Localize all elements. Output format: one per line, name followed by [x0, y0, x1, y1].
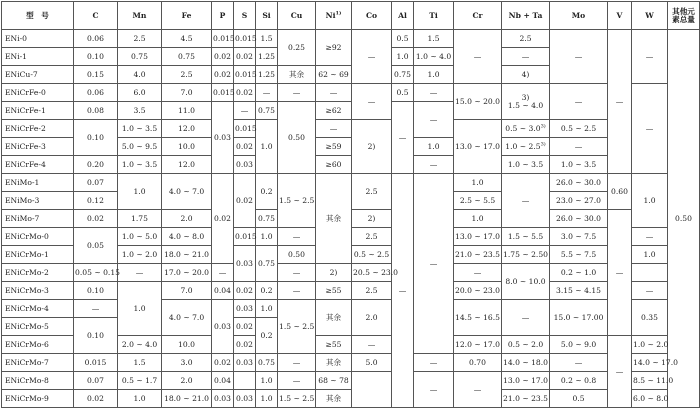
co-cell: — [352, 336, 392, 354]
cr-cell: 14.5 ~ 16.5 [454, 300, 502, 336]
mo-cell: — [550, 30, 608, 84]
s-cell: 0.03 [234, 390, 256, 408]
c-cell: 0.07 [74, 174, 118, 192]
model-cell: ENiCrFe-3 [2, 138, 74, 156]
model-cell: ENiCrMo-5 [2, 318, 74, 336]
fe-cell: 10.0 [162, 336, 212, 354]
si-cell: 0.75 [256, 354, 278, 372]
p-cell: 0.03 [212, 102, 234, 174]
fe-cell: 4.0 ~ 7.0 [162, 174, 212, 210]
table-row [2, 300, 700, 318]
co-cell: 2.5 [352, 228, 392, 246]
mn-cell: 1.0 ~ 2.0 [118, 246, 162, 264]
si-cell: — [256, 84, 278, 102]
ti-cell: 1.0 [414, 66, 454, 84]
co-cell: 2) [316, 264, 352, 282]
si-cell: 1.25 [256, 66, 278, 84]
w-cell: — [632, 84, 668, 174]
nbta-cell: 1.5 ~ 5.5 [502, 228, 550, 246]
header-row [2, 2, 700, 30]
model-cell: ENiCrMo-3 [2, 282, 74, 300]
fe-cell: 2.5 [162, 66, 212, 84]
ni-cell: — [278, 264, 316, 282]
fe-cell: 0.75 [162, 48, 212, 66]
model-cell: ENiCrMo-1 [2, 246, 74, 264]
mo-cell: 8.5 ~ 11.0 [632, 372, 668, 390]
s-cell: 0.03 [234, 300, 256, 318]
table-row [2, 372, 700, 390]
nbta-cell: — [502, 48, 550, 66]
mo-cell: 3.0 ~ 7.5 [550, 228, 608, 246]
fe-cell: 17.0 ~ 20.0 [162, 264, 212, 282]
si-cell: 0.2 [256, 174, 278, 210]
ni-cell: ≥55 [316, 336, 352, 354]
ti-cell: — [454, 372, 502, 408]
table-row [2, 30, 700, 48]
al-cell: 0.5 [392, 84, 414, 102]
si-cell: 1.0 [256, 390, 278, 408]
header-c: C [74, 2, 118, 30]
c-cell: 0.15 [74, 66, 118, 84]
fe-cell: 4.5 [162, 30, 212, 48]
s-cell: — [234, 102, 256, 120]
mn-cell: 1.0 ~ 5.0 [118, 228, 162, 246]
al-cell: — [392, 174, 414, 408]
ni-cell: ≥62 [316, 102, 352, 120]
ni-cell: ≥55 [316, 282, 352, 300]
ti-cell: — [414, 102, 454, 138]
nbta-cell: 1.0 ~ 3.5 [502, 156, 550, 174]
v-cell: — [608, 210, 632, 336]
p-cell: 0.02 [212, 66, 234, 84]
cu-cell: 0.50 [278, 246, 316, 264]
mo-cell: — [550, 84, 608, 120]
p-cell: 0.04 [212, 282, 234, 300]
mn-cell: 0.75 [118, 48, 162, 66]
ni-cell: 其余 [316, 174, 352, 264]
c-cell: 0.02 [74, 390, 118, 408]
nbta-cell: 1.75 ~ 2.50 [502, 246, 550, 264]
c-cell: 0.20 [74, 156, 118, 174]
ti-cell: 1.0 ~ 4.0 [414, 48, 454, 66]
s-cell: 0.02 [234, 174, 256, 228]
c-cell: 0.08 [74, 102, 118, 120]
ti-cell: — [414, 84, 454, 102]
header-other-line1: 其他元 [672, 6, 695, 16]
fe-cell: 12.0 [162, 156, 212, 174]
nbta-footnote: 3) [540, 141, 546, 148]
model-cell: ENi-0 [2, 30, 74, 48]
mn-cell: 1.0 ~ 3.5 [118, 156, 162, 174]
cr-cell: 20.5 ~ 23.0 [352, 264, 392, 282]
header-mn: Mn [118, 2, 162, 30]
co-cell: 0.5 ~ 2.5 [352, 246, 392, 264]
p-cell: 0.03 [212, 300, 234, 354]
al-cell: — [414, 372, 454, 408]
v-cell: — [608, 336, 632, 408]
mn-cell: 4.0 [118, 66, 162, 84]
si-cell: 1.0 [256, 120, 278, 174]
table-row [2, 354, 700, 372]
header-v: V [608, 2, 632, 30]
fe-cell: 2.0 [162, 210, 212, 228]
w-cell: 1.0 ~ 2.0 [632, 336, 668, 354]
mn-cell: 1.0 [118, 390, 162, 408]
table-row [2, 282, 700, 300]
mn-cell: 1.5 [118, 354, 162, 372]
co-cell: 5.0 [352, 354, 392, 372]
model-cell: ENiCrFe-1 [2, 102, 74, 120]
mo-cell: 0.5 ~ 2.5 [550, 120, 608, 138]
nbta-value: 1.5 ~ 4.0 [507, 100, 544, 110]
v-cell: 0.35 [632, 300, 668, 336]
ni-cell: 其余 [316, 354, 352, 372]
al-cell: 0.5 [392, 30, 414, 48]
header-mo: Mo [550, 2, 608, 30]
cu-cell: — [278, 354, 316, 372]
al-cell: 0.75 [392, 66, 414, 84]
model-cell: ENi-1 [2, 48, 74, 66]
cu-cell: 0.50 [278, 102, 316, 174]
header-other-line2: 素总量 [672, 14, 695, 24]
mn-cell: 1.75 [118, 210, 162, 228]
header-s: S [234, 2, 256, 30]
nbta-cell: — [502, 300, 550, 336]
si-cell: 1.25 [256, 48, 278, 66]
mo-cell: 14.0 ~ 17.0 [632, 354, 668, 372]
header-ni-footnote: 1) [335, 10, 342, 17]
c-cell: 0.12 [74, 192, 118, 210]
fe-cell: 2.0 [162, 372, 212, 390]
mo-cell: 15.0 ~ 17.00 [550, 300, 608, 336]
cu-cell: 1.5 ~ 2.5 [278, 174, 316, 228]
mo-cell: 26.0 ~ 30.0 [550, 174, 608, 192]
co-cell: 2.0 [352, 300, 392, 336]
s-cell: 0.02 [234, 318, 256, 336]
cr-cell: 1.0 [454, 210, 502, 228]
si-cell: 1.5 [256, 30, 278, 48]
mo-cell: 26.0 ~ 30.0 [550, 210, 608, 228]
model-cell: ENiMo-7 [2, 210, 74, 228]
model-cell: ENiCrMo-0 [2, 228, 74, 246]
mo-cell: 5.5 ~ 7.5 [550, 246, 608, 264]
header-other [668, 2, 700, 30]
model-cell: ENiCrMo-2 [2, 264, 74, 282]
ni-cell: ≥92 [316, 30, 352, 66]
al-cell: — [414, 354, 454, 372]
nbta-cell: 3.15 ~ 4.15 [550, 282, 608, 300]
s-cell: 0.015 [234, 120, 256, 138]
v-cell: — [608, 30, 632, 174]
nbta-cell: 0.5 ~ 2.0 [502, 336, 550, 354]
cu-cell: 1.5 ~ 2.5 [278, 300, 316, 354]
nbta-footnote: 3) [540, 123, 546, 130]
s-cell: 0.03 [234, 246, 256, 282]
cr-cell: 20.0 ~ 23.0 [454, 282, 502, 300]
header-cu: Cu [278, 2, 316, 30]
c-cell: 0.06 [74, 30, 118, 48]
model-cell: ENiCrMo-8 [2, 372, 74, 390]
mn-cell: 1.0 [118, 174, 162, 210]
fe-cell: 4.0 ~ 7.0 [162, 300, 212, 336]
model-cell: ENiCrMo-9 [2, 390, 74, 408]
w-cell: 1.0 [632, 246, 668, 264]
header-cr: Cr [454, 2, 502, 30]
si-cell: 1.0 [256, 228, 278, 246]
cr-cell: 12.0 ~ 17.0 [454, 336, 502, 354]
w-cell: — [632, 30, 668, 84]
header-ni-label: Ni [325, 10, 336, 20]
s-cell: 0.02 [234, 84, 256, 102]
c-cell: 0.015 [74, 354, 118, 372]
model-cell: ENiMo-3 [2, 192, 74, 210]
ti-cell: — [414, 156, 454, 174]
ni-cell: ≥59 [316, 138, 352, 156]
si-cell: 1.0 [256, 300, 278, 318]
p-cell: 0.02 [212, 354, 234, 372]
s-cell: 0.02 [234, 282, 256, 300]
cr-cell: 21.0 ~ 23.5 [454, 246, 502, 264]
nbta-cell: 4) [502, 66, 550, 84]
s-cell: 0.02 [234, 336, 256, 354]
co-cell: 2.5 [352, 282, 392, 300]
c-cell: 0.10 [74, 282, 118, 300]
fe-cell: 12.0 [162, 120, 212, 138]
mn-cell: — [118, 264, 162, 282]
header-nbta: Nb + Ta [502, 2, 550, 30]
mn-cell: 1.0 [118, 282, 162, 336]
cr-cell: 21.0 ~ 23.5 [502, 390, 550, 408]
nbta-value: 0.5 ~ 3.0 [505, 123, 541, 133]
c-cell: 0.10 [74, 120, 118, 156]
mo-cell: 5.0 ~ 9.0 [550, 336, 608, 354]
cr-cell: — [454, 30, 502, 84]
c-cell: 0.05 ~ 0.15 [74, 264, 118, 282]
co-cell: — [352, 30, 392, 84]
co-cell: 2) [352, 120, 392, 174]
mn-cell: 2.0 ~ 4.0 [118, 336, 162, 354]
nbta-cell [502, 84, 550, 120]
model-cell: ENiCrMo-6 [2, 336, 74, 354]
fe-cell: 7.0 [162, 84, 212, 102]
co-cell: 2.5 [352, 174, 392, 210]
cu-cell: 1.5 ~ 2.5 [278, 390, 316, 408]
s-cell: 0.02 [234, 138, 256, 156]
header-fe: Fe [162, 2, 212, 30]
mn-cell: 5.0 ~ 9.5 [118, 138, 162, 156]
c-cell: 0.05 [74, 228, 118, 264]
fe-cell: 7.0 [162, 282, 212, 300]
s-cell [234, 372, 256, 390]
s-cell: 0.02 [234, 48, 256, 66]
mn-cell: 6.0 [118, 84, 162, 102]
nbta-cell [502, 120, 550, 138]
c-cell: 0.02 [74, 210, 118, 228]
w-cell: 0.2 ~ 1.0 [550, 264, 608, 282]
ni-cell: 62 ~ 69 [316, 66, 352, 84]
cr-cell: 14.0 ~ 18.0 [502, 354, 550, 372]
cr-cell: 13.0 ~ 17.0 [454, 120, 502, 174]
c-cell: — [74, 300, 118, 318]
nbta-cell: — [502, 174, 550, 228]
si-cell: 0.75 [256, 210, 278, 228]
cu-cell: — [212, 264, 234, 282]
cr-cell: 15.0 ~ 20.0 [454, 84, 502, 120]
si-cell: 0.75 [256, 246, 278, 282]
ni-cell: 其余 [316, 390, 352, 408]
nbta-cell: — [454, 264, 502, 282]
mn-cell: 0.5 ~ 1.7 [118, 372, 162, 390]
model-cell: ENiCrFe-2 [2, 120, 74, 138]
co-cell: — [352, 84, 392, 120]
cr-cell: 13.0 ~ 17.0 [454, 228, 502, 246]
s-cell: 0.03 [234, 354, 256, 372]
header-model: 型 号 [2, 2, 74, 30]
w-cell: 1.0 [632, 174, 668, 228]
mo-cell: 23.0 ~ 27.0 [550, 192, 608, 210]
s-cell: 0.03 [234, 156, 256, 174]
header-ti: Ti [414, 2, 454, 30]
p-cell: 0.03 [212, 390, 234, 408]
s-cell: 0.015 [234, 30, 256, 48]
cu-cell: — [278, 84, 316, 102]
mn-cell: 2.5 [118, 30, 162, 48]
p-cell: 0.04 [212, 372, 234, 390]
model-cell: ENiCrFe-4 [2, 156, 74, 174]
table-row [2, 390, 700, 408]
header-co: Co [352, 2, 392, 30]
ni-cell: 其余 [316, 300, 352, 336]
ti-cell: 1.0 [414, 138, 454, 156]
w-cell: — [632, 282, 668, 300]
nbta-value: 1.0 ~ 2.5 [505, 141, 541, 151]
c-cell: 0.10 [74, 318, 118, 354]
w-cell: — [632, 228, 668, 246]
header-al: Al [392, 2, 414, 30]
ti-cell: 0.70 [454, 354, 502, 372]
co-cell: 2) [352, 210, 392, 228]
nbta-footnote: 3) [521, 92, 530, 102]
si-cell: 0.75 [256, 102, 278, 120]
p-cell: 0.015 [212, 84, 234, 102]
mo-cell: — [550, 138, 608, 156]
table-row [2, 84, 700, 102]
ti-cell: 1.5 [414, 30, 454, 48]
other-cell: 0.50 [668, 30, 700, 408]
cu-cell: — [278, 228, 316, 246]
header-si: Si [256, 2, 278, 30]
si-cell: 1.0 [256, 372, 278, 390]
ni-cell: ≥60 [316, 156, 352, 174]
cu-cell: 0.25 [278, 30, 316, 66]
mo-cell: 6.0 ~ 8.0 [632, 390, 668, 408]
cr-cell: 1.0 [454, 174, 502, 192]
table-row [2, 156, 700, 174]
c-cell: 0.10 [74, 48, 118, 66]
cr-cell: 2.5 ~ 5.5 [454, 192, 502, 210]
v-cell: 0.60 [608, 174, 632, 210]
model-cell: ENiMo-1 [2, 174, 74, 192]
cr-cell: 13.0 ~ 17.0 [502, 372, 550, 390]
c-cell: 0.07 [74, 372, 118, 390]
p-cell: 0.02 [212, 174, 234, 264]
nbta-cell: 0.2 ~ 0.8 [550, 372, 608, 390]
si-cell: 0.2 [256, 318, 278, 354]
al-cell: — [392, 102, 414, 174]
fe-cell: 4.0 ~ 8.0 [162, 228, 212, 246]
cu-cell: — [278, 372, 316, 390]
model-cell: ENiCrFe-0 [2, 84, 74, 102]
header-w: W [632, 2, 668, 30]
s-cell: 0.015 [234, 228, 256, 246]
model-cell: ENiCrMo-4 [2, 300, 74, 318]
header-ni [316, 2, 352, 30]
fe-cell: 11.0 [162, 102, 212, 120]
s-cell: 0.015 [234, 66, 256, 84]
nbta-cell [502, 138, 550, 156]
mn-cell: 3.5 [118, 102, 162, 120]
fe-cell: 18.0 ~ 21.0 [162, 246, 212, 264]
table-row [2, 120, 700, 138]
fe-cell: 3.0 [162, 354, 212, 372]
model-cell: ENiCu-7 [2, 66, 74, 84]
al-cell: 1.0 [392, 48, 414, 66]
ti-cell: — [414, 174, 454, 354]
p-cell: 0.02 [212, 48, 234, 66]
co-cell [352, 372, 392, 408]
fe-cell: 18.0 ~ 21.0 [162, 390, 212, 408]
table-row [2, 174, 700, 192]
c-cell: 0.06 [74, 84, 118, 102]
header-p: P [212, 2, 234, 30]
si-cell: 0.2 [256, 282, 278, 300]
model-cell: ENiCrMo-7 [2, 354, 74, 372]
ni-cell: 68 ~ 78 [316, 372, 352, 390]
nbta-cell: 2.5 [502, 30, 550, 48]
nbta-cell: — [550, 354, 608, 372]
cu-cell: — [278, 282, 316, 300]
nbta-cell: 0.5 [550, 390, 608, 408]
fe-cell: 10.0 [162, 138, 212, 156]
p-cell: 0.015 [212, 30, 234, 48]
mn-cell: 1.0 ~ 3.5 [118, 120, 162, 138]
composition-table [1, 1, 700, 408]
mo-cell: 1.0 ~ 3.5 [550, 156, 608, 174]
table-row [2, 264, 700, 282]
mo-cell: 8.0 ~ 10.0 [502, 264, 550, 300]
ni-cell: — [316, 120, 352, 138]
ni-cell: — [316, 84, 352, 102]
cu-cell: 其余 [278, 66, 316, 84]
